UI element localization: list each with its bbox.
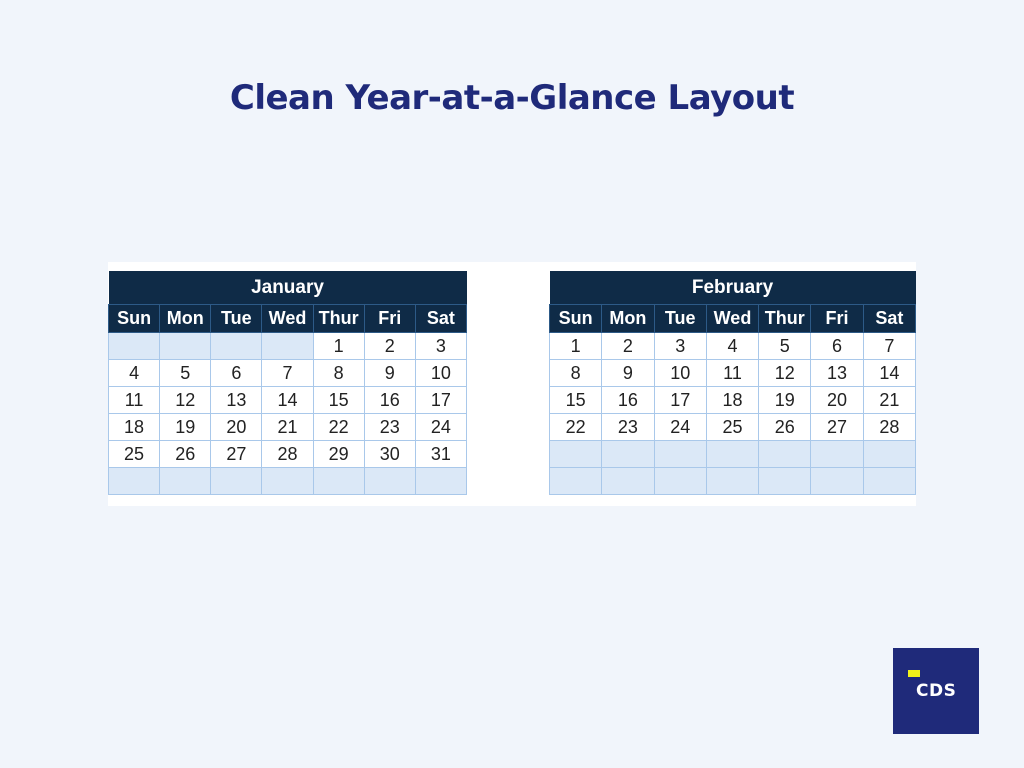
day-cell: 3 [654,333,706,360]
day-cell: 23 [364,414,415,441]
week-row [109,441,467,468]
empty-day-cell [262,333,313,360]
day-cell: 26 [759,414,811,441]
empty-day-cell [211,333,262,360]
empty-day-cell [654,441,706,468]
month-calendar-february [549,271,916,495]
empty-day-cell [811,441,863,468]
day-cell: 24 [654,414,706,441]
logo-text: CDS [916,681,957,701]
day-cell: 23 [602,414,654,441]
day-cell: 21 [262,414,313,441]
weekday-label: Sat [415,305,466,333]
empty-day-cell [811,468,863,495]
day-cell: 17 [654,387,706,414]
empty-day-cell [759,441,811,468]
week-row [109,387,467,414]
day-cell: 20 [211,414,262,441]
empty-day-cell [160,333,211,360]
day-cell: 14 [863,360,915,387]
week-row [109,360,467,387]
day-cell: 11 [706,360,758,387]
weekday-label: Sun [550,305,602,333]
day-cell: 9 [364,360,415,387]
empty-day-cell [313,468,364,495]
day-cell: 8 [550,360,602,387]
day-cell: 28 [262,441,313,468]
week-row [550,387,916,414]
day-cell: 16 [364,387,415,414]
day-cell: 25 [706,414,758,441]
day-cell: 6 [211,360,262,387]
day-cell: 15 [313,387,364,414]
day-cell: 31 [415,441,466,468]
week-row [109,333,467,360]
weekday-label: Sun [109,305,160,333]
weekday-label: Wed [706,305,758,333]
week-rows [550,333,916,495]
day-cell: 30 [364,441,415,468]
day-cell: 11 [109,387,160,414]
week-row [550,414,916,441]
month-calendar-january [108,271,467,495]
week-rows [109,333,467,495]
month-title: January [109,271,467,305]
day-cell: 4 [109,360,160,387]
week-row [550,360,916,387]
day-cell: 13 [211,387,262,414]
weekday-label: Tue [654,305,706,333]
weekday-label: Mon [160,305,211,333]
day-cell: 21 [863,387,915,414]
day-cell: 6 [811,333,863,360]
day-cell: 3 [415,333,466,360]
day-cell: 5 [759,333,811,360]
weekday-label: Sat [863,305,915,333]
month-title: February [550,271,916,305]
day-cell: 19 [160,414,211,441]
day-cell: 4 [706,333,758,360]
weekday-label: Tue [211,305,262,333]
day-cell: 28 [863,414,915,441]
empty-day-cell [109,333,160,360]
day-cell: 14 [262,387,313,414]
day-cell: 1 [313,333,364,360]
empty-day-cell [706,468,758,495]
day-cell: 8 [313,360,364,387]
empty-day-cell [262,468,313,495]
weekday-label: Thur [313,305,364,333]
day-cell: 27 [211,441,262,468]
empty-day-cell [706,441,758,468]
empty-day-cell [160,468,211,495]
weekday-label: Wed [262,305,313,333]
week-row [550,441,916,468]
day-cell: 29 [313,441,364,468]
day-cell: 16 [602,387,654,414]
empty-day-cell [364,468,415,495]
day-cell: 18 [109,414,160,441]
day-cell: 24 [415,414,466,441]
empty-day-cell [602,441,654,468]
day-cell: 13 [811,360,863,387]
week-row [550,333,916,360]
day-cell: 15 [550,387,602,414]
day-cell: 5 [160,360,211,387]
day-cell: 7 [863,333,915,360]
week-row [550,468,916,495]
day-cell: 18 [706,387,758,414]
weekday-header-row [550,305,916,333]
cds-logo [893,648,979,734]
empty-day-cell [550,441,602,468]
day-cell: 2 [364,333,415,360]
week-row [109,414,467,441]
day-cell: 2 [602,333,654,360]
empty-day-cell [211,468,262,495]
weekday-header-row [109,305,467,333]
day-cell: 12 [160,387,211,414]
day-cell: 7 [262,360,313,387]
empty-day-cell [863,468,915,495]
day-cell: 9 [602,360,654,387]
empty-day-cell [109,468,160,495]
day-cell: 20 [811,387,863,414]
weekday-label: Fri [364,305,415,333]
day-cell: 27 [811,414,863,441]
calendar-sheet [108,262,916,506]
day-cell: 19 [759,387,811,414]
empty-day-cell [550,468,602,495]
empty-day-cell [602,468,654,495]
day-cell: 1 [550,333,602,360]
weekday-label: Fri [811,305,863,333]
week-row [109,468,467,495]
day-cell: 22 [550,414,602,441]
day-cell: 12 [759,360,811,387]
day-cell: 10 [415,360,466,387]
empty-day-cell [759,468,811,495]
day-cell: 22 [313,414,364,441]
page-title: Clean Year-at-a-Glance Layout [229,78,795,118]
empty-day-cell [654,468,706,495]
day-cell: 26 [160,441,211,468]
day-cell: 10 [654,360,706,387]
logo-mark-icon [908,670,920,677]
empty-day-cell [415,468,466,495]
empty-day-cell [863,441,915,468]
weekday-label: Thur [759,305,811,333]
weekday-label: Mon [602,305,654,333]
day-cell: 25 [109,441,160,468]
day-cell: 17 [415,387,466,414]
